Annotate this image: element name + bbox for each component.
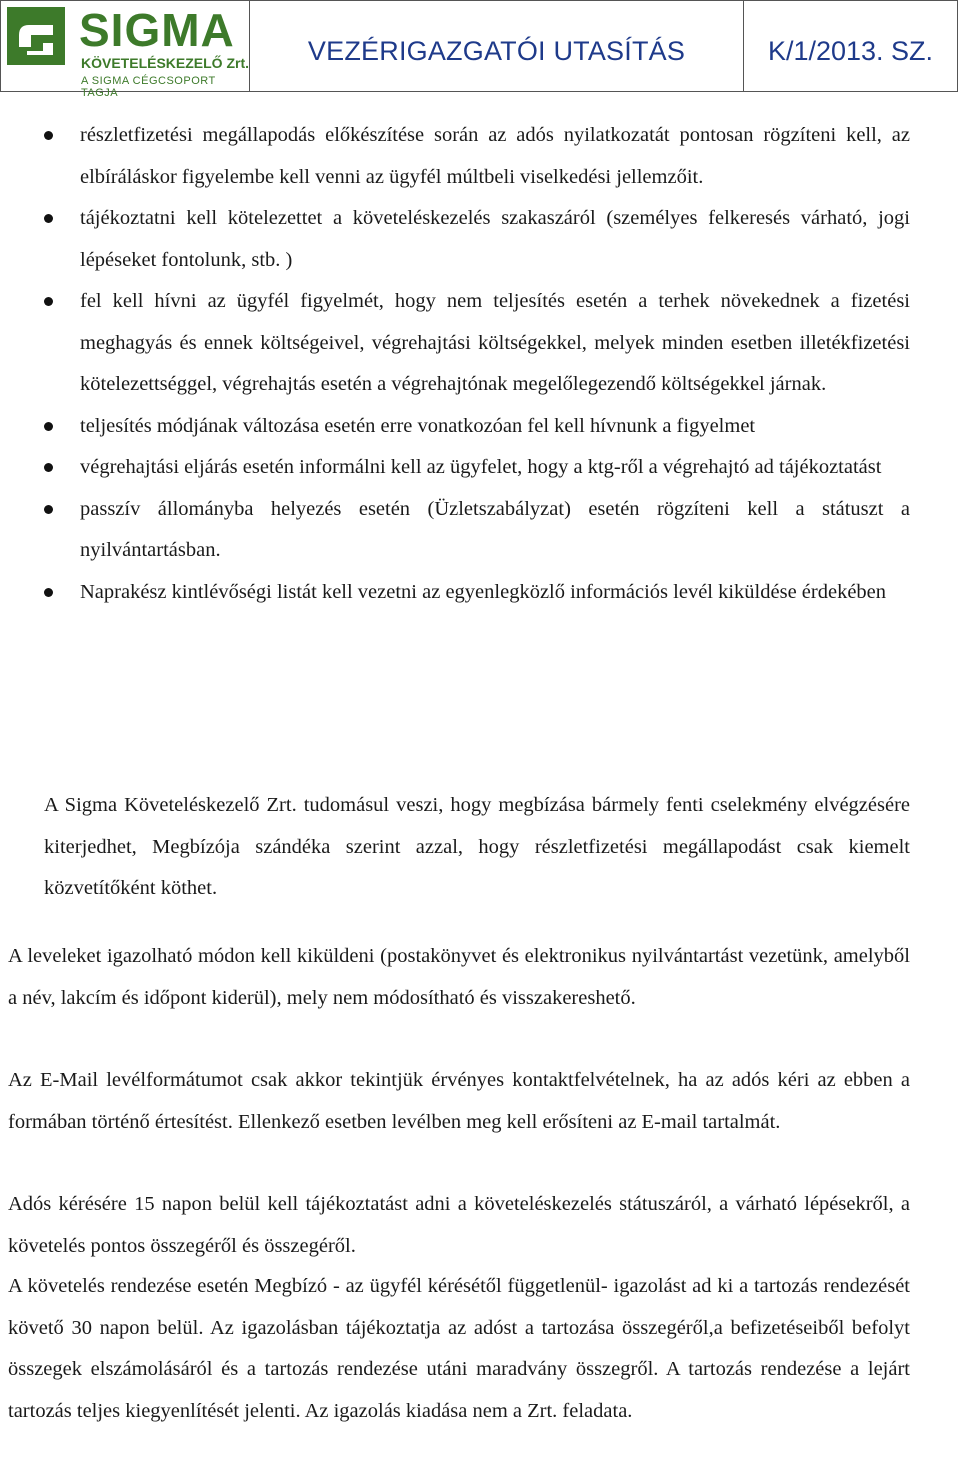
bullet-icon [44,505,53,514]
list-item [0,198,960,281]
list-item-text: fel kell hívni az ügyfél figyelmét, hogy nem teljesítés esetén a terhek növekednek a fizetési meghagyás és ennek költségeivel, végrehajtási költségekkel, melyek minden esetben illetékfizetési kötelezettséggel, végrehajtás esetén a végrehajtónak megelőlegezendő költségekkel járnak. [80,290,910,395]
list-item-text: végrehajtási eljárás esetén informálni kell az ügyfelet, hogy a ktg-ről a végrehajtó ad tájékoztatást [80,456,882,478]
bullet-icon [44,214,53,223]
paragraph-settlement: A követelés rendezése esetén Megbízó - az ügyfél kérésétől függetlenül- igazolást ad ki a tartozás rendezését követő 30 napon belül. Az igazolásban tájékoztatja az adóst a tartozása összegéről,a befizetéseiből befolyt összegek elszámolásáról és a tartozás rendezése utáni maradvány összegről. A tartozás rendezése a lejárt tartozás teljes kiegyenlítését jelenti. Az igazolás kiadása nem a Zrt. feladata. [8,1275,910,1422]
list-item [0,406,960,448]
bullet-icon [44,297,53,306]
bullet-icon [44,463,53,472]
document-title: VEZÉRIGAZGATÓI UTASÍTÁS [307,36,686,66]
logo-tagline: A SIGMA CÉGCSOPORT TAGJA [81,75,216,99]
document-header [0,0,958,99]
logo-subtitle: KÖVETELÉSKEZELŐ Zrt. [81,55,250,71]
paragraph-mandate: A Sigma Követeléskezelő Zrt. tudomásul veszi, hogy megbízása bármely fenti cselekmény elvégzésére kiterjedhet, Megbízója szándéka szerint azzal, hogy részletfizetési megállapodást csak kiemelt közvetítőként köthet. [44,794,910,899]
paragraph-letters: A leveleket igazolható módon kell kiküldeni (postakönyvet és elektronikus nyilvántartást vezetünk, amelyből a név, lakcím és időpont kiderül), mely nem módosítható és visszakereshető. [8,945,910,1009]
list-item-text: passzív állományba helyezés esetén (Üzletszabályzat) esetén rögzíteni kell a státuszt a nyilvántartásban. [80,497,910,561]
title-cell [250,1,744,91]
list-item [0,115,960,198]
list-item-text: részletfizetési megállapodás előkészítése során az adós nyilatkozatát pontosan rögzíteni kell, az elbíráláskor figyelembe kell venni az ügyfél múltbeli viselkedési jellemzőit. [80,124,910,188]
list-item-text: teljesítés módjának változása esetén erre vonatkozóan fel kell hívnunk a figyelmet [80,414,756,437]
bullet-icon [44,131,53,140]
list-item-text: Naprakész kintlévőségi listát kell vezetni az egyenlegközlő információs levél kiküldése érdekében [80,580,887,603]
list-item [0,572,960,614]
logo-name: SIGMA [79,4,235,56]
list-item [0,447,960,489]
bullet-icon [44,588,53,597]
list-item-text: tájékoztatni kell kötelezettet a követeléskezelés szakaszáról (személyes felkeresés várható, jogi lépéseket fontolunk, stb. ) [80,207,910,271]
document-number: K/1/2013. SZ. [767,36,934,66]
paragraph-status: Adós kérésére 15 napon belül kell tájékoztatást adni a követeléskezelés státuszáról, a várható lépésekről, a követelés pontos összegéről és összegéről. [8,1193,910,1257]
list-item [0,489,960,572]
number-cell [744,1,957,91]
list-item [0,281,960,406]
company-logo [1,1,250,99]
paragraph-email: Az E-Mail levélformátumot csak akkor tekintjük érvényes kontaktfelvételnek, ha az adós kéri az ebben a formában történő értesítést. Ellenkező esetben levélben meg kell erősíteni az E-mail tartalmát. [8,1069,910,1133]
bullet-icon [44,422,53,431]
sigma-logo-icon [7,7,65,65]
bullet-list [0,115,960,613]
